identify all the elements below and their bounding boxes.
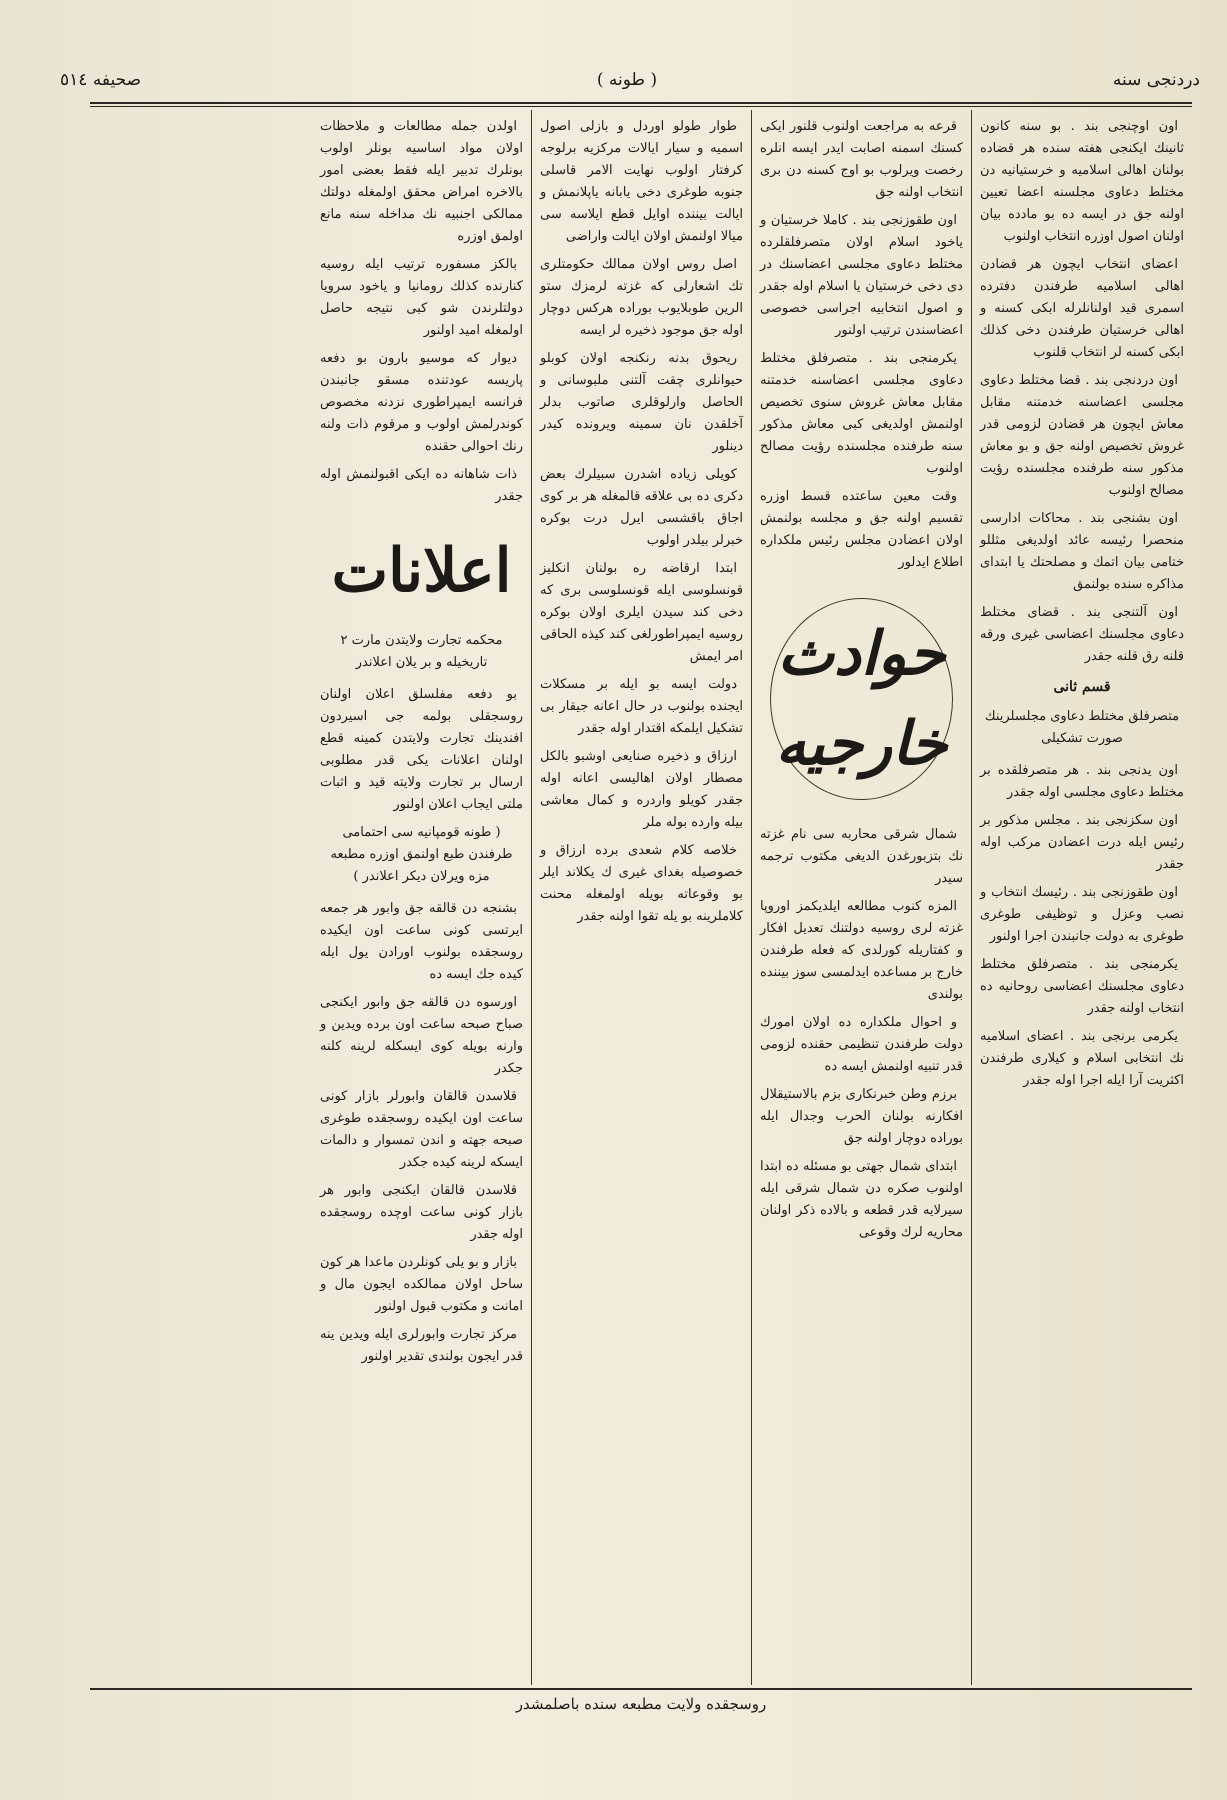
c1-paragraph-6: اون يدنجى بند . هر متصرفلقده بر مختلط دعاوى مجلسى اوله جقدر [980,763,1184,800]
c4-paragraph-8: قلاسدن قالقان ايكنجى وابور هر بازار كونى ساعت اوچده روسجقده اوله جقدر [320,1183,523,1242]
header-newspaper-title: ( طونه ) [596,70,658,90]
c3-paragraph-2: اصل روس اولان ممالك حكومتلرى تك اشعارلى كه غزته لرمزك ستو الرين طوبلايوب بوراده هركس دوچار اوله جق موجود ذخيره لر ايسه [540,257,743,338]
printer-imprint: روسجقده ولايت مطبعه سنده باصلمشدر [515,1695,767,1713]
notice-2-title: ( طونه قومپانيه سى احتمامى طرفندن طبع اولنمق اوزره مطبعه مزه ويرلان ديكر اعلاندر ) [330,825,513,884]
header-rule [90,102,1192,104]
c3-paragraph-5: ابتدا ارقاضه ره بولنان انكليز قونسلوسى ايله قونسلوسى برى كه دخى كند سيدن ايلرى اولان بوكره روسيه ايمپراطورلغى كند كيذه الحاقى امر ايمش [540,561,743,664]
c2-paragraph-7: و احوال ملكداره ده اولان امورك دولت طرفندن تنظيمى حقنده لزومى قدر تنبيه اولنمش ايسه ده [760,1015,963,1074]
c2-paragraph-4: وقت معين ساعتده قسط اوزره تقسيم اولنه جق و مجلسه بولنمش اولان اعضادن مجلس رئيس ملكداره اطلاع ايدلور [760,489,963,570]
header-page-value: ٥١٤ [60,70,88,90]
c1-paragraph-4: اون بشنجى بند . محاكات ادارسى منحصرا رئيسه عائد اولديغى مثللو ختامى بيان اتمك و مصلحتك يا ابتداى مذاكره سنده بولنمق [980,511,1184,592]
column-4 [312,110,532,1685]
c3-paragraph-8: خلاصه كلام شعدى برده ارزاق و خصوصيله بغداى غيرى ك يكلاند ايلر بو وقوعاته بويله اولمغله محنت كلاملرينه بو يله تقوا اولنه جقدر [540,843,743,924]
footer-rule [90,1688,1192,1690]
c4-paragraph-9: بازار و بو يلى كونلردن ماعدا هر كون ساحل اولان ممالكده ايجون مال و امانت و مكتوب قبول اولنور [320,1255,523,1314]
c3-paragraph-1: طوار طولو اوردل و بازلى اصول اسميه و سيار ايالات مركزيه برلوجه كرفتار اولوب نهايت الامر قاسلى جنوبه طوغرى دخى يابانه ياپلانمش و ايالت بيننده اوايل قطع ايلاسه سى ميالا اولنمش اولان ايالت واراضى [540,119,743,244]
c1-paragraph-9: يكرمنجى بند . متصرفلق مختلط دعاوى مجلسنك اعضاسى روحانيه ده انتخاب اولنه جقدر [980,957,1184,1016]
c4-paragraph-10: مركز تجارت وابورلرى ايله ويدين ينه قدر ايجون بولندى تقدير اولنور [320,1327,523,1364]
c3-paragraph-7: ارزاق و ذخيره صنايعى اوشبو بالكل مصطار اولان اهاليسى اعانه اوله جقدر كويلو واردره و كمال معاشى بيله وارده بوله ملر [540,749,743,830]
c1-paragraph-10: يكرمى برنجى بند . اعضاى اسلاميه نك انتخابى اسلام و كيلارى طرفندن اكثريت آرا ايله اجرا اوله جقدر [980,1029,1184,1088]
notice-1-title: محكمه تجارت ولايتدن مارت ٢ تاريخيله و بر يلان اعلاندر [340,633,503,670]
page-header [60,60,1200,100]
c4-paragraph-5: بشنجه دن قالقه جق وابور هر جمعه ايرتسى كونى ساعت اون ايكيده روسجقده بولنوب اورادن يول ايله كيده جك ايسه ده [320,901,523,982]
notice-1-body: بو دفعه مفلسلق اعلان اولنان روسجقلى بولمه جى اسيردون افندينك تجارت ولايتدن كمينه قطع اولنان اعلانات يكى قدر مطلوبى ارسال بر تجارت ولايته قيد و اثبات ملتى ايجاب اعلان اولنور [320,687,523,812]
c1-paragraph-5: اون آلتنجى بند . قضاى مختلط دعاوى مجلسنك اعضاسى غيرى ورقه قلنه رق قلنه جقدر [980,605,1184,664]
c2-paragraph-2: اون طقوزنجى بند . كاملا خرستيان و ياخود اسلام اولان متصرفلقلرده مختلط دعاوى مجلسى اعضاسنك در دى دخى خرستيان يا اسلام اوله جقدر و اصول انتخابيه اجراسى خصوصى اعضاسندن ترتيب اولنور [760,213,963,338]
c1-paragraph-7: اون سكزنجى بند . مجلس مذكور بر رئيس ايله درت اعضادن مركب اوله جقدر [980,813,1184,872]
header-volume: دردنجى سنه [1112,70,1200,90]
c2-paragraph-9: ابتداى شمال جهتى بو مسئله ده ابتدا اولنوب صكره دن شمال شرقى ايله سيرلايه قدر قطعه و بالاده ذكر اولنان محاريه لرك وقوعى [760,1159,963,1240]
columns [90,110,1192,1685]
header-page-number [60,70,141,90]
c4-paragraph-6: اورسوه دن قالقه جق وابور ايكنجى صباح صبحه ساعت اون برده ويدين و وارنه بويله كوى ايسكله لرينه كلنه جكدر [320,995,523,1076]
c2-paragraph-5: شمال شرقى محاربه سى نام غزته نك بتزبورغدن الديغى مكتوب ترجمه سيدر [760,827,963,886]
c2-paragraph-3: يكرمنجى بند . متصرفلق مختلط دعاوى مجلسى اعضاسنه خدمتنه مقابل معاش غروش سنوى تخصيص اولنمش اولديغى كبى معاش مذكور سنه طرفنده مجلسنده رؤيت مصالح اولنوب [760,351,963,476]
c3-paragraph-6: دولت ايسه بو ايله بر مسكلات ايجنده بولنوب در حال اعانه جيقار بى تشكيل ايلمكه اقتدار اوله جقدر [540,677,743,736]
header-page-label: صحيفه [92,70,142,90]
c3-paragraph-3: ريحوق بدنه رنكنجه اولان كوبلو حيوانلرى چقت آلتنى ملبوسانى و الحاصل وارلوقلرى صاتوب بدلر آخلقدن نان سمينه ويرونده كيدر دينلور [540,351,743,454]
header-rule-thin [90,106,1192,107]
c1-paragraph-1: اون اوچنجى بند . بو سنه كانون ثانينك ايكنجى هفته سنده هر قضاده بولنان اهالى اسلاميه و خرستيانيه دن مختلط دعاوى مجلسنه اعضا تعيين اولنه جق در ايسه ده بو مادده بيان اولنان اصول اوزره انتخاب اولنوب [980,119,1184,244]
c4-paragraph-1: اولدن جمله مطالعات و ملاحظات اولان مواد اساسيه بونلر اولوب بونلرك تدبير ايله فقط بعضى امور بالاخره امراض محقق اولمغله دولتك ممالكى اجنبيه نك مداخله سنه مانع اولمق اوزره [320,119,523,244]
c4-paragraph-7: قلاسدن قالقان وابورلر بازار كونى ساعت اون ايكيده روسجقده طوغرى صبحه جهته و اندن تمسوار و دالمات ايسكه لرينه كيده جكدر [320,1089,523,1170]
c1-paragraph-3: اون دردنجى بند . قضا مختلط دعاوى مجلسى اعضاسنه خدمتنه مقابل معاش ايچون هر قضادن لزومى قدر غروش تخصيص اولنه جق و بو معاش مذكور سنه طرفنده مجلسنده رؤيت مصالح اولنوب [980,373,1184,498]
c1-section-subheading: متصرفلق مختلط دعاوى مجلسلرينك صورت تشكيلى [984,709,1180,746]
column-2 [752,110,972,1685]
c2-paragraph-1: قرعه به مراجعت اولنوب قلنور ايكى كسنك اسمنه اصابت ايدر ايسه انلره رخصت ويرلوب بو اوج كسنه دن برى انتخاب اولنه جق [760,119,963,200]
c4-paragraph-3: ديوار كه موسيو بارون بو دفعه پاريسه عودتنده مسقو جانبندن فرانسه ايمپراطورى نزدنه مخصوص كوندرلمش اولوب و مرقوم ذات ولنه رنك احوالى حقنده [320,351,523,454]
column-3 [532,110,752,1685]
foreign-news-heading: حوادث خارجيه [770,598,953,800]
column-1 [972,110,1192,1685]
announcements-heading: اعلانات [331,536,512,606]
c1-paragraph-8: اون طقوزنجى بند . رئيسك انتخاب و نصب وعزل و توظيفى طوغرى طوغرى به دولت جانبندن اجرا اولنور [980,885,1184,944]
c3-paragraph-4: كويلى زياده اشدرن سبيلرك بعض دكرى ده بى علاقه قالمغله هر بر كوى اجاق باقشسى ايرل درت بوكره خبرلر بيلدر اولوب [540,467,743,548]
c1-paragraph-2: اعضاى انتخاب ايچون هر قضادن اهالى اسلاميه طرفندن دفترده اسمرى قيد اولنانلرله ابكى كسنه و اهالى خرستيان طرفندن دخى كذلك ابكى كسنه لر انتخاب قلنوب [980,257,1184,360]
c2-paragraph-6: المزه كنوب مطالعه ايلديكمز اوروپا غزته لرى روسيه دولتنك تعديل افكار و كفتاريله كورلدى كه فعله طرفندن خارج بر مساعده ايدلمسى سوز بيننده بولندى [760,899,963,1002]
c4-paragraph-2: بالكز مسفوره ترتيب ايله روسيه كنارنده كذلك رومانيا و ياخود سرويا دولتلرندن شو كبى نتيجه حاصل اولمغله اميد اولنور [320,257,523,338]
c2-paragraph-8: برزم وطن خبرنكارى بزم بالاستيقلال افكارنه بولنان الحرب وجدال ايله بوراده دوچار اولنه جق [760,1087,963,1146]
c4-paragraph-4: ذات شاهانه ده ايكى اقبولنمش اوله جقدر [320,467,523,504]
c1-section-heading: قسم ثانى [1053,679,1111,695]
